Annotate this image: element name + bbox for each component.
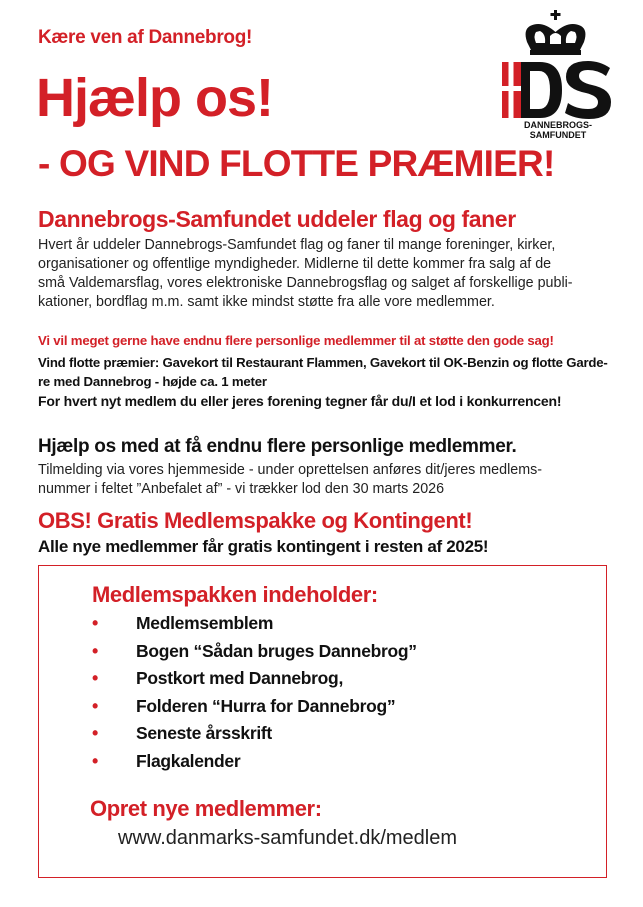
free-membership-note: Alle nye medlemmer får gratis kontingent i resten af 2025! — [38, 537, 489, 556]
prizes-line: Vind flotte præmier: Gavekort til Restaurant Flammen, Gavekort til OK-Benzin og flotte Garde- — [38, 355, 608, 370]
membership-url-link[interactable]: www.danmarks-samfundet.dk/medlem — [118, 827, 458, 849]
list-item-label: Flagkalender — [136, 750, 241, 771]
logo-caption: DANNEBROGS-SAMFUNDET — [523, 120, 592, 140]
list-item — [92, 665, 417, 693]
prizes-line: re med Dannebrog - højde ca. 1 meter — [38, 374, 267, 389]
bullet-icon: • — [92, 723, 99, 744]
intro-text — [38, 236, 608, 312]
bullet-icon: • — [92, 695, 99, 716]
intro-line: organisationer og offentlige myndigheder. Midlerne til dette kommer fra salg af de — [38, 256, 552, 272]
signup-line: nummer i feltet ”Anbefalet af” - vi trækker lod den 30 marts 2026 — [38, 481, 445, 497]
crown-ds-logo-icon — [500, 10, 615, 130]
signup-line: Tilmelding via vores hjemmeside - under oprettelsen anføres dit/jeres medlems- — [38, 462, 543, 478]
appeal-text: Vi vil meget gerne have endnu flere personlige medlemmer til at støtte den gode sag! — [38, 333, 554, 348]
headline: Hjælp os! — [36, 68, 274, 128]
list-item-label: Bogen “Sådan bruges Dannebrog” — [136, 640, 417, 661]
subheadline: - OG VIND FLOTTE PRÆMIER! — [38, 143, 555, 184]
list-item — [92, 720, 417, 748]
raffle-rule: For hvert nyt medlem du eller jeres forening tegner får du/I et lod i konkurrencen! — [38, 393, 562, 409]
list-item — [92, 610, 417, 638]
help-title: Hjælp os med at få endnu flere personlige medlemmer. — [38, 436, 517, 457]
signup-text — [38, 461, 598, 499]
greeting: Kære ven af Dannebrog! — [38, 27, 253, 48]
list-item-label: Medlemsemblem — [136, 613, 274, 634]
package-title: Medlemspakken indeholder: — [92, 582, 378, 607]
intro-line: kationer, bordflag m.m. samt ikke mindst støtte fra alle vore medlemmer. — [38, 294, 495, 310]
list-item — [92, 693, 417, 721]
ds-letters — [502, 61, 611, 119]
crown-icon — [526, 10, 586, 55]
section-title: Dannebrogs-Samfundet uddeler flag og faner — [38, 206, 516, 232]
list-item — [92, 638, 417, 666]
cta-title: Opret nye medlemmer: — [90, 796, 322, 821]
bullet-icon: • — [92, 613, 99, 634]
bullet-icon: • — [92, 640, 99, 661]
list-item-label: Seneste årsskrift — [136, 723, 272, 744]
prizes-text — [38, 353, 610, 391]
intro-line: små Valdemarsflag, vores elektroniske Dannebrogsflag og salget af forskellige publi- — [38, 275, 573, 291]
intro-line: Hvert år uddeler Dannebrogs-Samfundet flag og faner til mange foreninger, kirker, — [38, 237, 556, 253]
list-item-label: Folderen “Hurra for Dannebrog” — [136, 695, 396, 716]
bullet-icon: • — [92, 668, 99, 689]
package-list — [92, 610, 417, 775]
bullet-icon: • — [92, 750, 99, 771]
list-item-label: Postkort med Dannebrog, — [136, 668, 344, 689]
list-item — [92, 748, 417, 776]
obs-title: OBS! Gratis Medlemspakke og Kontingent! — [38, 508, 473, 533]
